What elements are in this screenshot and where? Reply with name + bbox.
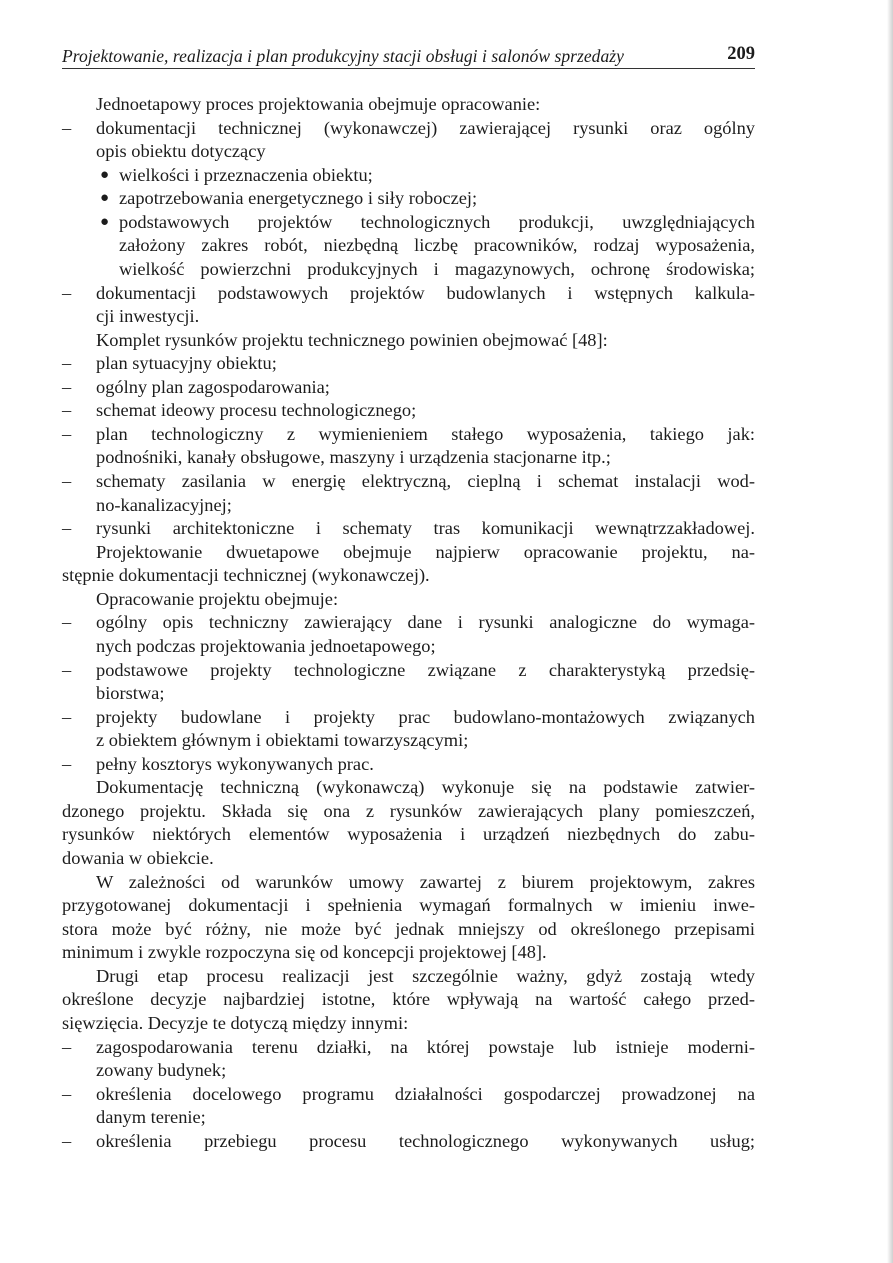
- dash-marker: –: [62, 471, 72, 491]
- list-item-continuation: [62, 1106, 755, 1130]
- list-item-continuation: [62, 140, 755, 164]
- line-text: stora może być różny, nie może być jednak mniejszy od określonego przepisami: [62, 918, 755, 939]
- line-text: danym terenie;: [96, 1107, 206, 1128]
- paragraph-line: [62, 588, 755, 612]
- bullet-marker: ●: [100, 166, 110, 183]
- line-text: określenia docelowego programu działalności gospodarczej prowadzonej na: [96, 1083, 755, 1104]
- paragraph-line: [62, 988, 755, 1012]
- paragraph-line: [62, 93, 755, 117]
- line-text: przygotowanej dokumentacji i spełnienia wymagań formalnych w imieniu inwe-: [62, 895, 755, 916]
- list-item-dash: [62, 517, 755, 541]
- line-text: cji inwestycji.: [96, 306, 200, 327]
- line-text: podnośniki, kanały obsługowe, maszyny i urządzenia stacjonarne itp.;: [96, 447, 611, 468]
- line-text: projekty budowlane i projekty prac budowlano-montażowych związanych: [96, 706, 755, 727]
- dash-marker: –: [62, 1036, 72, 1057]
- list-item-continuation: [62, 494, 755, 518]
- line-text: rysunków niektórych elementów wyposażenia i urządzeń niezbędnych do zabu-: [62, 824, 755, 845]
- list-item-dash: [62, 753, 755, 777]
- running-header: [62, 44, 755, 69]
- list-item-dash: [62, 1130, 755, 1154]
- line-text: minimum i zwykle rozpoczyna się od koncepcji projektowej [48].: [62, 942, 547, 963]
- paragraph-line: [62, 329, 755, 353]
- list-item-dash: [62, 376, 755, 400]
- bullet-continuation: [62, 234, 755, 258]
- line-text: schematy zasilania w energię elektryczną, cieplną i schemat instalacji wod-: [96, 471, 755, 491]
- line-text: no-kanalizacyjnej;: [96, 494, 232, 515]
- dash-marker: –: [62, 353, 72, 374]
- list-item-dash: [62, 282, 755, 306]
- dash-marker: –: [62, 1083, 72, 1104]
- list-item-dash: [62, 706, 755, 730]
- list-item-continuation: [62, 305, 755, 329]
- list-item-continuation: [62, 729, 755, 753]
- dash-marker: –: [62, 400, 72, 421]
- line-text: plan technologiczny z wymienieniem stałego wyposażenia, takiego jak:: [96, 423, 755, 444]
- line-text: podstawowe projekty technologiczne związane z charakterystyką przedsię-: [96, 659, 755, 680]
- paragraph-line: [62, 800, 755, 824]
- running-title: Projektowanie, realizacja i plan produkcyjny stacji obsługi i salonów sprzedaży: [62, 46, 624, 66]
- list-item-bullet: [62, 187, 755, 211]
- body-text: [62, 93, 755, 1153]
- paragraph-line: [62, 541, 755, 565]
- list-item-dash: [62, 659, 755, 683]
- line-text: Jednoetapowy proces projektowania obejmuje opracowanie:: [96, 94, 541, 114]
- line-text: pełny kosztorys wykonywanych prac.: [96, 753, 374, 774]
- paragraph-line: [62, 941, 755, 965]
- dash-marker: –: [62, 376, 72, 397]
- line-text: rysunki architektoniczne i schematy tras komunikacji wewnątrzzakładowej.: [96, 518, 755, 539]
- paragraph-line: [62, 1012, 755, 1036]
- dash-marker: –: [62, 1130, 72, 1151]
- paragraph-line: [62, 847, 755, 871]
- list-item-continuation: [62, 446, 755, 470]
- dash-marker: –: [62, 423, 72, 444]
- line-text: dokumentacji technicznej (wykonawczej) zawierającej rysunki oraz ogólny: [96, 117, 755, 138]
- line-text: schemat ideowy procesu technologicznego;: [96, 400, 417, 421]
- line-text: zapotrzebowania energetycznego i siły roboczej;: [119, 188, 478, 209]
- line-text: z obiektem głównym i obiektami towarzyszącymi;: [96, 730, 469, 751]
- line-text: zowany budynek;: [96, 1060, 227, 1081]
- scan-edge: [887, 0, 893, 1263]
- line-text: wielkości i przeznaczenia obiektu;: [119, 164, 373, 185]
- dash-marker: –: [62, 659, 72, 680]
- bullet-marker: ●: [100, 190, 110, 207]
- list-item-continuation: [62, 635, 755, 659]
- list-item-dash: [62, 352, 755, 376]
- line-text: Opracowanie projektu obejmuje:: [96, 588, 339, 609]
- line-text: opis obiektu dotyczący: [96, 141, 266, 162]
- line-text: ogólny plan zagospodarowania;: [96, 376, 330, 397]
- line-text: Komplet rysunków projektu technicznego powinien obejmować [48]:: [96, 329, 608, 350]
- list-item-continuation: [62, 1059, 755, 1083]
- dash-marker: –: [62, 282, 72, 303]
- dash-marker: –: [62, 612, 72, 633]
- paragraph-line: [62, 918, 755, 942]
- list-item-dash: [62, 1083, 755, 1107]
- paragraph-line: [62, 894, 755, 918]
- line-text: wielkość powierzchni produkcyjnych i magazynowych, ochronę środowiska;: [119, 258, 755, 279]
- line-text: dokumentacji podstawowych projektów budowlanych i wstępnych kalkula-: [96, 282, 755, 303]
- bullet-continuation: [62, 258, 755, 282]
- dash-marker: –: [62, 518, 72, 539]
- line-text: określenia przebiegu procesu technologicznego wykonywanych usług;: [96, 1130, 755, 1151]
- line-text: Drugi etap procesu realizacji jest szczególnie ważny, gdyż zostają wtedy: [96, 965, 755, 986]
- line-text: założony zakres robót, niezbędną liczbę pracowników, rodzaj wyposażenia,: [119, 235, 755, 256]
- line-text: określone decyzje najbardziej istotne, które wpływają na wartość całego przed-: [62, 989, 755, 1010]
- paragraph-line: [62, 776, 755, 800]
- line-text: W zależności od warunków umowy zawartej z biurem projektowym, zakres: [96, 871, 755, 892]
- line-text: sięwzięcia. Decyzje te dotyczą między innymi:: [62, 1012, 409, 1033]
- line-text: Dokumentację techniczną (wykonawczą) wykonuje się na podstawie zatwier-: [96, 777, 755, 798]
- line-text: ogólny opis techniczny zawierający dane i rysunki analogiczne do wymaga-: [96, 612, 755, 633]
- page-number: 209: [727, 44, 755, 64]
- dash-marker: –: [62, 753, 72, 774]
- line-text: Projektowanie dwuetapowe obejmuje najpierw opracowanie projektu, na-: [96, 541, 755, 562]
- list-item-dash: [62, 470, 755, 494]
- bullet-marker: ●: [100, 213, 110, 230]
- line-text: biorstwa;: [96, 683, 165, 704]
- list-item-dash: [62, 423, 755, 447]
- list-item-dash: [62, 611, 755, 635]
- list-item-dash: [62, 117, 755, 141]
- line-text: dzonego projektu. Składa się ona z rysunków zawierających plany pomieszczeń,: [62, 800, 755, 821]
- line-text: podstawowych projektów technologicznych produkcji, uwzględniających: [119, 211, 755, 232]
- line-text: dowania w obiekcie.: [62, 848, 214, 868]
- line-text: plan sytuacyjny obiektu;: [96, 353, 277, 374]
- list-item-dash: [62, 399, 755, 423]
- line-text: stępnie dokumentacji technicznej (wykonawczej).: [62, 565, 430, 586]
- list-item-continuation: [62, 682, 755, 706]
- dash-marker: –: [62, 117, 72, 138]
- list-item-dash: [62, 1036, 755, 1060]
- list-item-bullet: [62, 211, 755, 235]
- list-item-bullet: [62, 164, 755, 188]
- paragraph-line: [62, 965, 755, 989]
- line-text: zagospodarowania terenu działki, na której powstaje lub istnieje moderni-: [96, 1036, 755, 1057]
- line-text: nych podczas projektowania jednoetapowego;: [96, 635, 436, 656]
- paragraph-line: [62, 564, 755, 588]
- paragraph-line: [62, 871, 755, 895]
- dash-marker: –: [62, 706, 72, 727]
- paragraph-line: [62, 823, 755, 847]
